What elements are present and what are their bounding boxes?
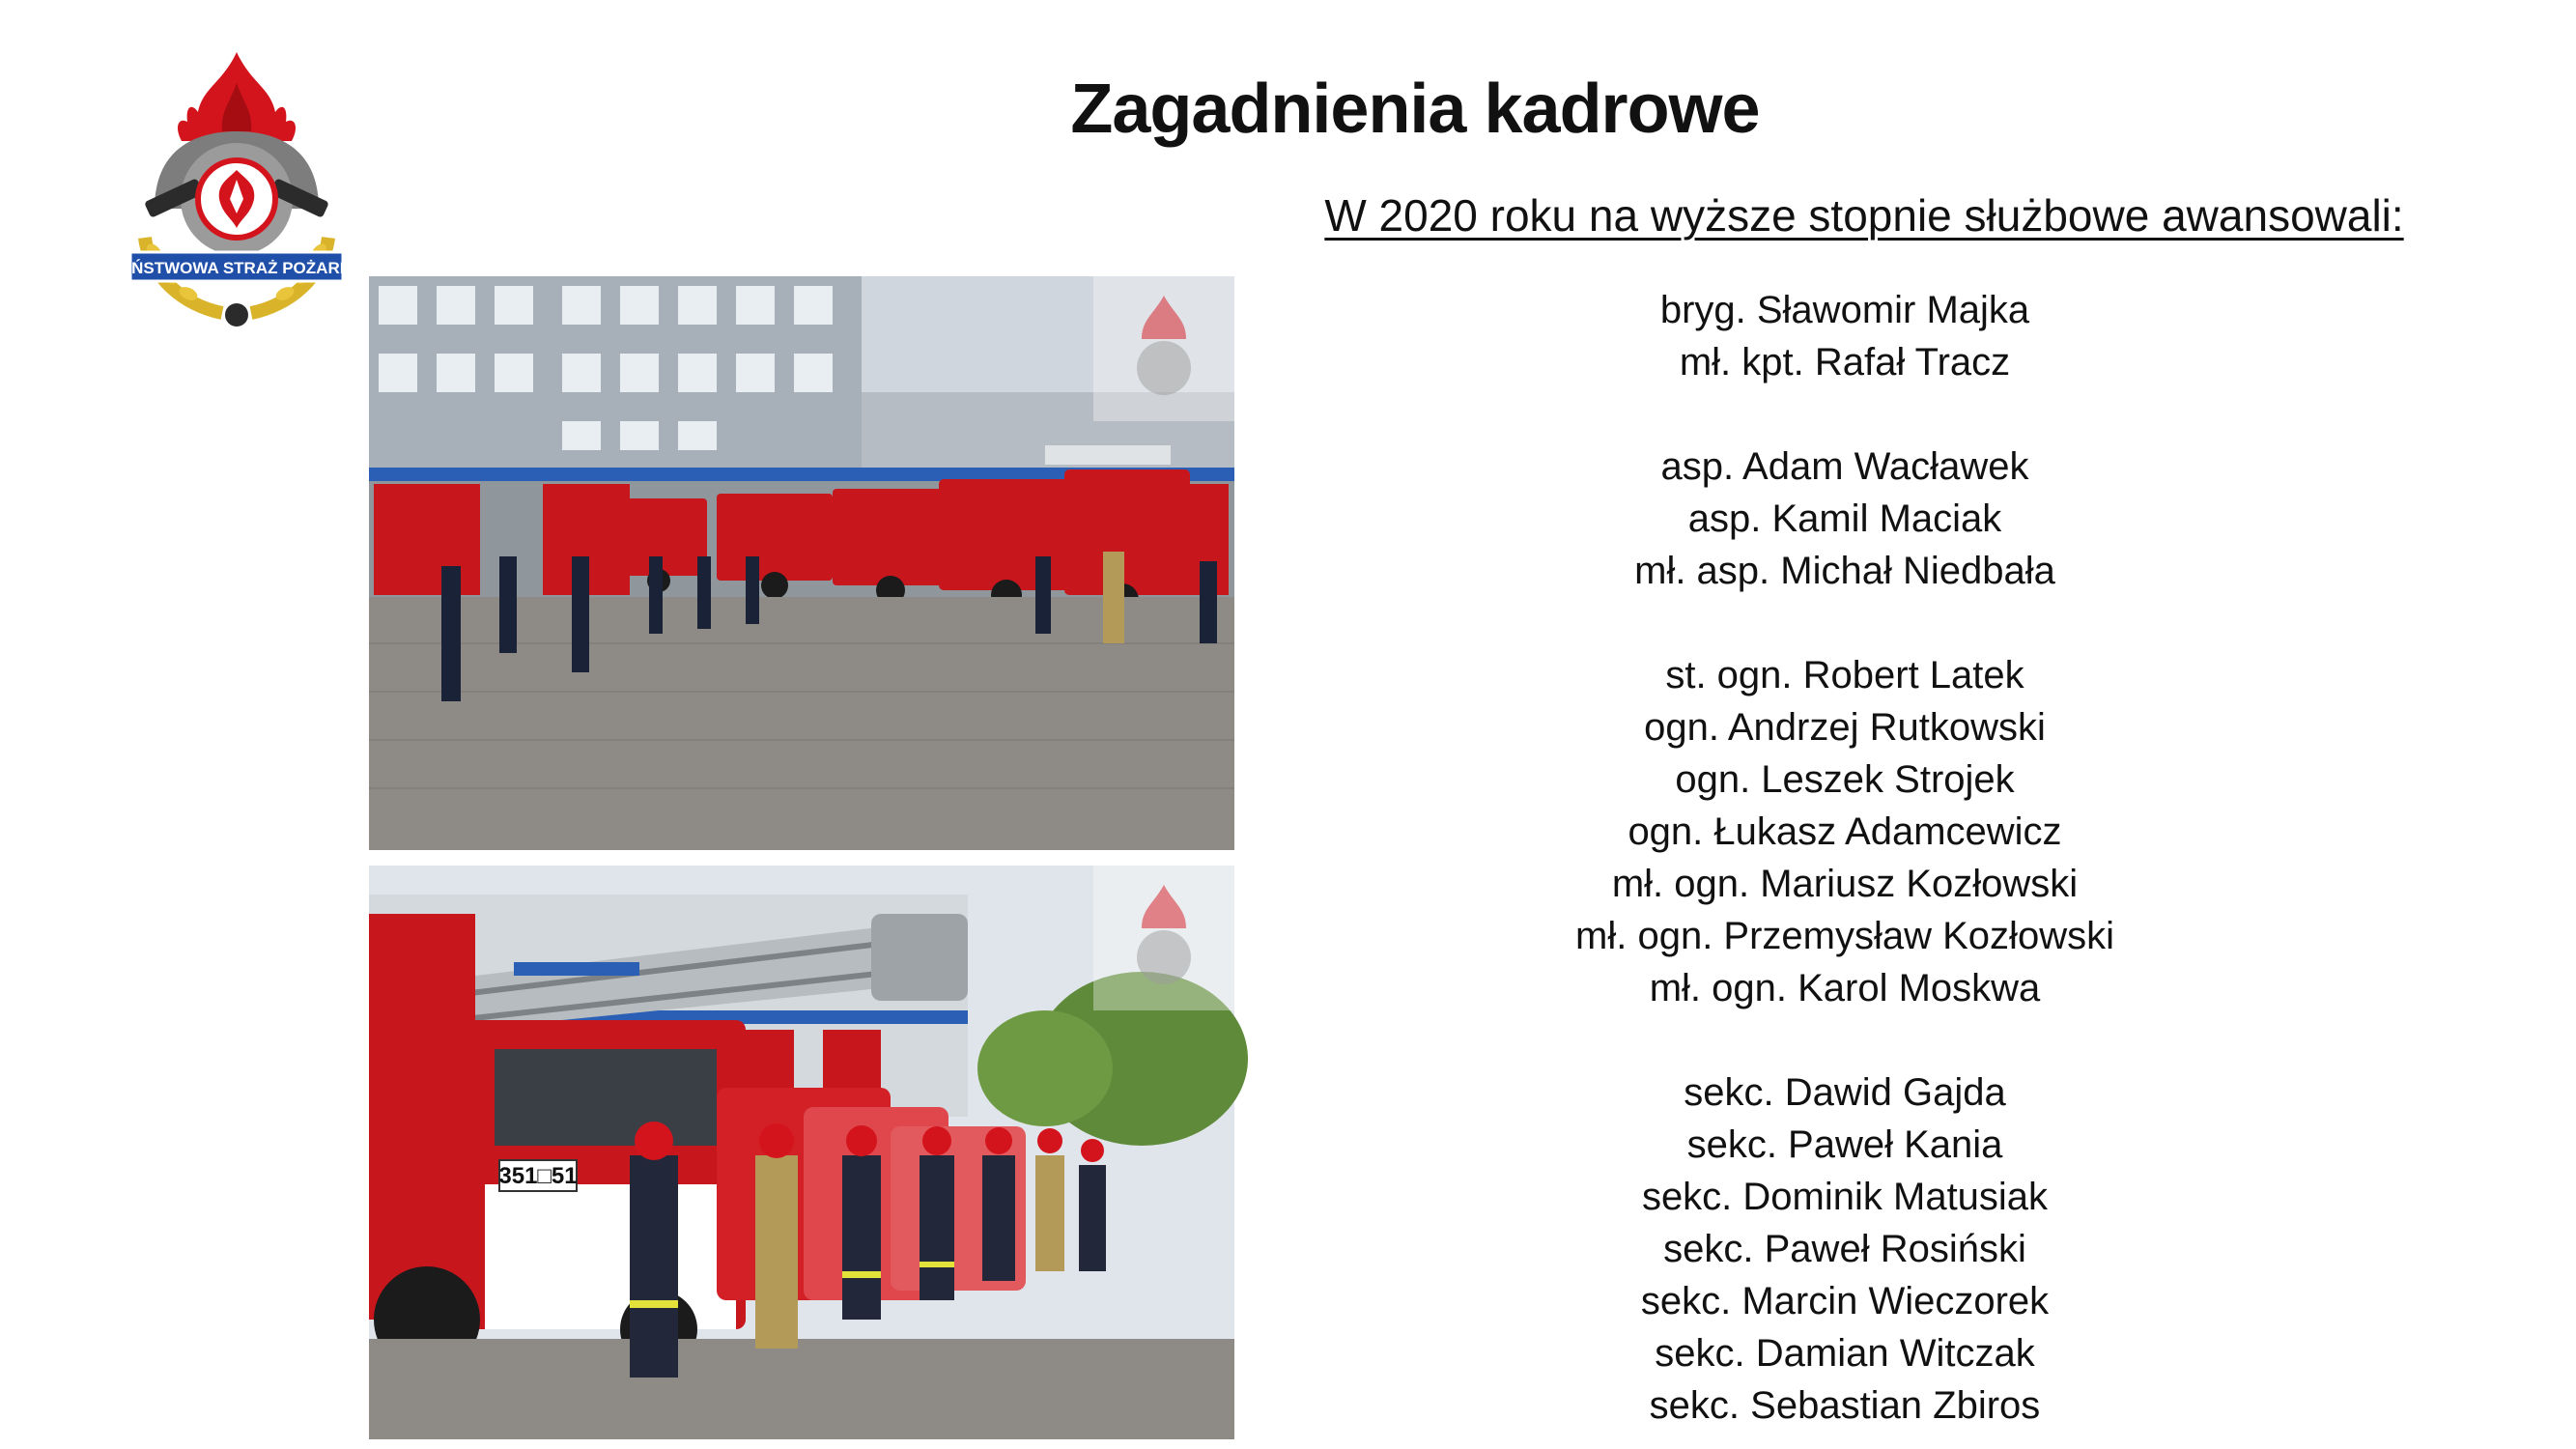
truck-plate-text: 351□51	[498, 1163, 578, 1189]
photo-fire-station-courtyard	[369, 276, 1234, 850]
photo-firefighters-with-trucks	[369, 866, 1234, 1439]
list-item: asp. Adam Wacławek	[1660, 445, 2029, 488]
list-item: mł. ogn. Przemysław Kozłowski	[1575, 915, 2114, 957]
list-item: sekc. Dominik Matusiak	[1641, 1176, 2049, 1218]
list-item: bryg. Sławomir Majka	[1659, 289, 2030, 331]
list-item: sekc. Dawid Gajda	[1684, 1071, 2006, 1114]
list-spacer	[1430, 388, 2260, 440]
list-item: mł. ogn. Karol Moskwa	[1649, 967, 2041, 1009]
page-title: Zagadnienia kadrowe	[1070, 71, 1760, 148]
list-item: sekc. Sebastian Zbiros	[1649, 1384, 2041, 1427]
list-item: st. ogn. Robert Latek	[1665, 654, 2024, 696]
list-item: sekc. Damian Witczak	[1655, 1332, 2035, 1375]
list-item: sekc. Paweł Rosiński	[1663, 1228, 2026, 1270]
list-item: mł. ogn. Mariusz Kozłowski	[1611, 863, 2079, 905]
list-item: asp. Kamil Maciak	[1687, 497, 2002, 540]
list-item: sekc. Marcin Wieczorek	[1640, 1280, 2050, 1322]
logo-ribbon-text: PAŃSTWOWA STRAŻ POŻARNA	[109, 259, 364, 277]
list-item: ogn. Leszek Strojek	[1675, 758, 2015, 801]
promotions-list	[1430, 284, 2260, 1432]
list-item: ogn. Andrzej Rutkowski	[1644, 706, 2046, 749]
list-spacer	[1430, 1014, 2260, 1066]
list-item: mł. asp. Michał Niedbała	[1634, 550, 2055, 592]
psp-logo	[109, 44, 364, 334]
list-item: ogn. Łukasz Adamcewicz	[1628, 810, 2062, 853]
list-item: sekc. Paweł Kania	[1686, 1123, 2003, 1166]
psp-emblem-icon	[109, 44, 364, 334]
list-item: mł. kpt. Rafał Tracz	[1679, 341, 2011, 384]
page-subtitle: W 2020 roku na wyższe stopnie służbowe awansowali:	[1324, 190, 2404, 241]
list-spacer	[1430, 597, 2260, 649]
